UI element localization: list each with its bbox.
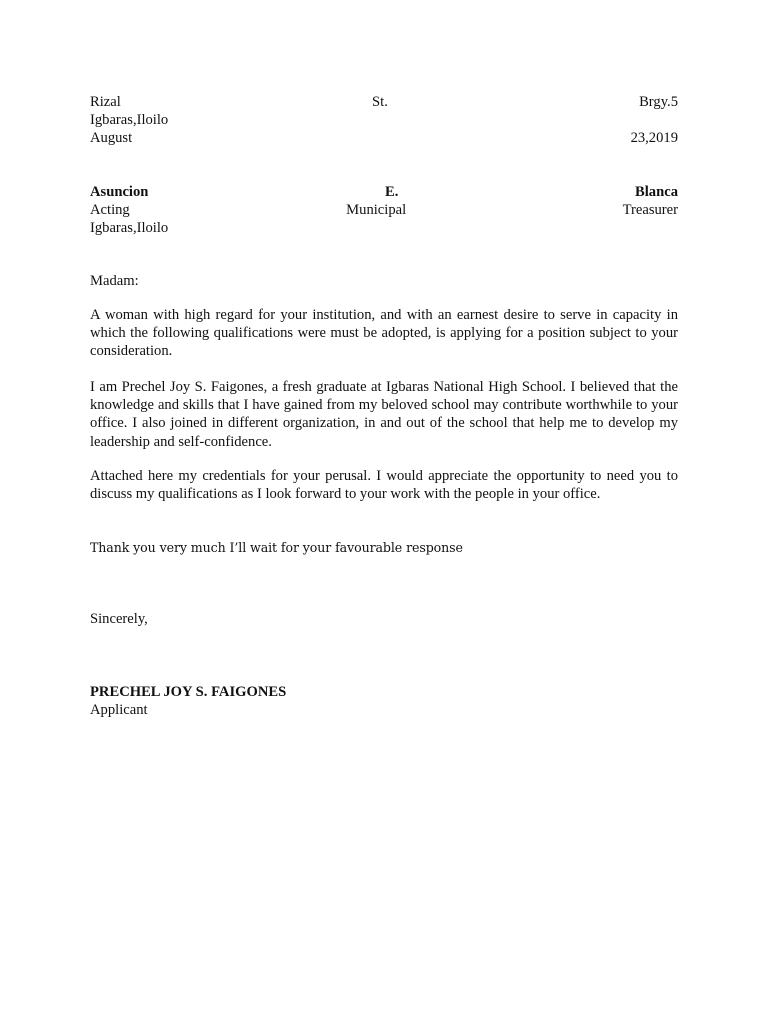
recipient-title-part3: Treasurer [622,202,678,218]
recipient-last-name: Blanca [635,184,678,200]
signature-role: Applicant [90,702,148,718]
closing: Sincerely, [90,611,148,627]
thanks-line: Thank you very much I’ll wait for your favourable response [90,540,463,555]
recipient-middle-initial: E. [385,184,399,200]
body-paragraph-3: Attached here my credentials for your perusal. I would appreciate the opportunity to need you to discuss my qualifications as I look forward to your work with the people in your office. [90,468,678,503]
recipient-first-name: Asuncion [90,184,149,200]
signature-name: PRECHEL JOY S. FAIGONES [90,684,287,700]
address-street-name: Rizal [90,94,121,110]
date-day-year: 23,2019 [630,130,678,146]
recipient-title-part2: Municipal [346,202,407,218]
salutation: Madam: [90,273,139,289]
recipient-title-part1: Acting [90,202,130,218]
body-paragraph-2: I am Prechel Joy S. Faigones, a fresh graduate at Igbaras National High School. I believed that the knowledge and skills that I have gained from my beloved school may contribute worthwhile to your office. I also joined in different organization, in and out of the school that help me to develop my leadership and self-confidence. [90,379,678,450]
recipient-location: Igbaras,Iloilo [90,220,169,236]
recipient-title [90,201,678,219]
sender-address-line2: Igbaras,Iloilo [90,112,169,128]
body-paragraph-1: A woman with high regard for your institution, and with an earnest desire to serve in capacity in which the following qualifications were must be adopted, is applying for a position subject to your consideration. [90,307,678,360]
date-month: August [90,130,133,146]
letter-date [90,129,678,147]
recipient-name [90,183,678,201]
sender-address-line1 [90,93,678,111]
address-street-suffix: St. [372,94,388,110]
address-barangay: Brgy.5 [639,94,678,110]
